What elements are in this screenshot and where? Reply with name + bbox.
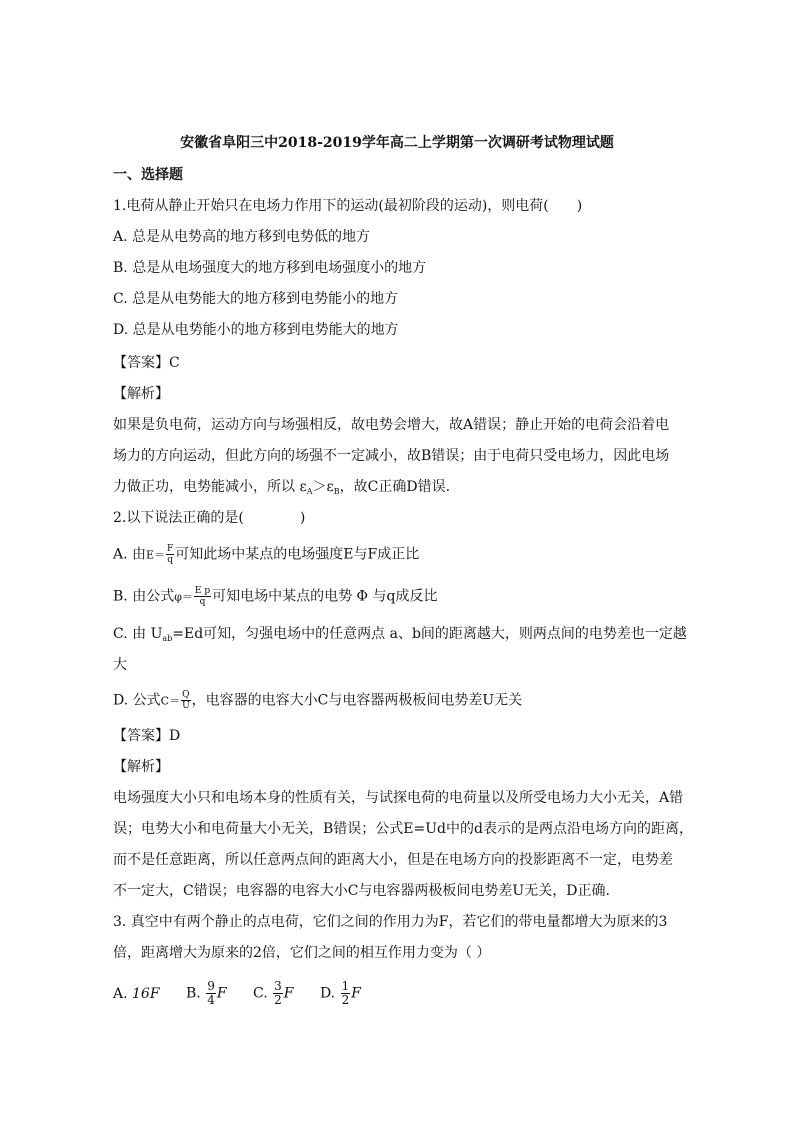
fraction: $\frac{F}{q}$ [167,544,174,565]
q2-analysis-line: 误；电势大小和电荷量大小无关，B错误；公式E=Ud中的d表示的是两点沿电场方向的距离， [113,821,693,837]
formula-lhs: C＝ [160,694,181,708]
document-title: 安徽省阜阳三中2018-2019学年高二上学期第一次调研考试物理试题 [180,135,614,151]
q1-analysis-label: 【解析】 [113,386,169,402]
q1-option-b: B. 总是从电场强度大的地方移到电场强度小的地方 [113,260,427,276]
fraction: $\frac{\text{E p}}{q}$ [194,586,211,607]
q2-analysis-label: 【解析】 [113,759,169,775]
q3-options [113,980,383,1007]
q1-option-d: D. 总是从电势能小的地方移到电势能大的地方 [113,322,399,338]
section-heading: 一、选择题 [113,167,183,183]
q3-option-d: D. $\frac{1}{2}$ F [319,979,361,1007]
q1-stem: 1.电荷从静止开始只在电场力作用下的运动(最初阶段的运动)，则电荷( ) [113,198,583,214]
q3-option-a: A. 16F [113,985,160,1002]
q3-stem: 3. 真空中有两个静止的点电荷，它们之间的作用力为F，若它们的带电量都增大为原来的3 [113,914,668,930]
fraction: $\frac{9}{4}$ [207,979,215,1007]
q2-analysis-line: 电场强度大小只和电场本身的性质有关，与试探电荷的电荷量以及所受电场力大小无关，A错 [113,790,684,806]
q3-option-b: B. $\frac{9}{4}$ F [186,979,227,1007]
q1-analysis-line: 场力的方向运动，但此方向的场强不一定减小，故B错误；由于电荷只受电场力，因此电场 [113,448,670,464]
q2-option-a: A. 由E＝ $\frac{F}{q}$ 可知此场中某点的电场强度E与F成正比 [113,544,420,565]
q1-answer: 【答案】C [113,355,180,371]
q3-option-c: C. $\frac{3}{2}$ F [253,979,294,1007]
q1-analysis-line: 如果是负电荷，运动方向与场强相反，故电势会增大，故A错误；静止开始的电荷会沿着电 [113,417,670,433]
q1-analysis-line: 力做正功，电势能减小，所以 $\varepsilon_A>\varepsilon_B$，故C正确D错误. [113,479,451,496]
q2-analysis-line: 而不是任意距离，所以任意两点间的距离大小，但是在电场方向的投影距离不一定，电势差 [113,852,673,868]
q2-option-c-cont: 大 [113,657,127,673]
formula-lhs: E＝ [146,548,166,562]
fraction: $\frac{Q}{U}$ [182,690,190,711]
fraction: $\frac{3}{2}$ [274,979,282,1007]
q2-option-c: C. 由 $U_{ab}=Ed$可知，匀强电场中的任意两点 a、b间的距离越大，则两点间的电势差也一定越 [113,626,687,643]
q1-option-a: A. 总是从电势高的地方移到电势低的地方 [113,229,371,245]
fraction: $\frac{1}{2}$ [341,979,350,1007]
q2-analysis-line: 不一定大，C错误；电容器的电容大小C与电容器两极板间电势差U无关，D正确. [113,883,610,899]
q3-stem-cont: 倍，距离增大为原来的2倍，它们之间的相互作用力变为（ ） [113,945,491,961]
q2-option-d: D. 公式C＝ $\frac{Q}{U}$ ，电容器的电容大小C与电容器两极板间电势差U无关 [113,690,523,711]
q1-option-c: C. 总是从电势能大的地方移到电势能小的地方 [113,291,399,307]
q2-option-b: B. 由公式φ＝ $\frac{\text{E p}}{q}$ 可知电场中某点的电势 Φ 与q成反比 [113,586,438,607]
q2-stem: 2.以下说法正确的是( ) [113,510,306,526]
q2-answer: 【答案】D [113,728,181,744]
formula-lhs: φ＝ [174,590,193,604]
